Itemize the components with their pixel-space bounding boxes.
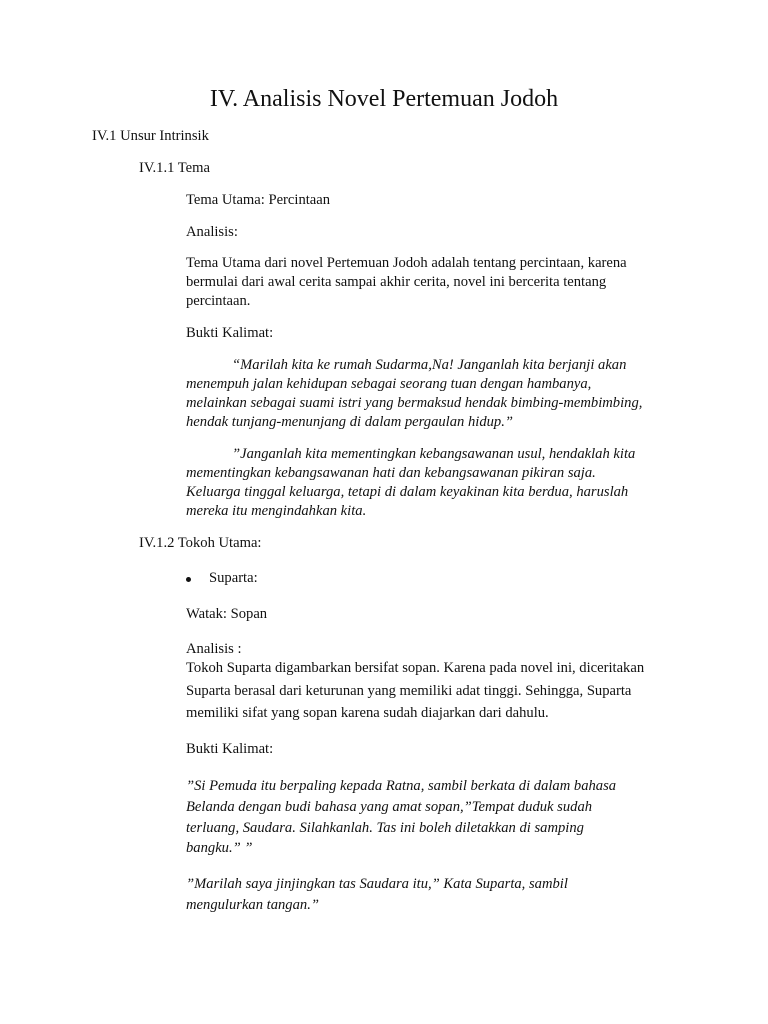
quote-line: Keluarga tinggal keluarga, tetapi di dalam keyakinan kita berdua, haruslah <box>186 484 629 500</box>
watak: Watak: Sopan <box>186 606 268 622</box>
analisis-label: Analisis: <box>186 224 238 240</box>
analisis-line: bermulai dari awal cerita sampai akhir cerita, novel ini bercerita tentang <box>186 274 607 290</box>
quote-line: mementingkan kebangsawanan hati dan kebangsawanan pikiran saja. <box>186 465 596 481</box>
analisis-line: Suparta berasal dari keturunan yang memiliki adat tinggi. Sehingga, Suparta <box>186 683 632 699</box>
quote-line: ”Janganlah kita mementingkan kebangsawanan usul, hendaklah kita <box>232 446 636 462</box>
quote-line: mereka itu mengindahkan kita. <box>186 503 367 519</box>
analisis-line: Tokoh Suparta digambarkan bersifat sopan. Karena pada novel ini, diceritakan <box>186 660 645 676</box>
subsection-heading-tokoh-utama: IV.1.2 Tokoh Utama: <box>139 535 262 551</box>
bukti-kalimat-label: Bukti Kalimat: <box>186 741 274 757</box>
character-name: Suparta: <box>209 570 258 586</box>
quote-line: ”Si Pemuda itu berpaling kepada Ratna, sambil berkata di dalam bahasa <box>186 778 617 794</box>
section-heading-unsur-intrinsik: IV.1 Unsur Intrinsik <box>92 128 209 144</box>
bullet-icon <box>186 577 191 582</box>
quote-line: hendak tunjang-menunjang di dalam pergaulan hidup.” <box>186 414 513 430</box>
analisis-line: Tema Utama dari novel Pertemuan Jodoh adalah tentang percintaan, karena <box>186 255 627 271</box>
quote-line: mengulurkan tangan.” <box>186 897 319 913</box>
bukti-kalimat-label: Bukti Kalimat: <box>186 325 274 341</box>
quote-line: bangku.” ” <box>186 840 253 856</box>
tema-utama: Tema Utama: Percintaan <box>186 192 331 208</box>
subsection-heading-tema: IV.1.1 Tema <box>139 160 210 176</box>
analisis-label: Analisis : <box>186 641 242 657</box>
page-title: IV. Analisis Novel Pertemuan Jodoh <box>209 86 559 112</box>
quote-line: menempuh jalan kehidupan sebagai seorang tuan dengan hambanya, <box>186 376 592 392</box>
quote-line: “Marilah kita ke rumah Sudarma,Na! Janganlah kita berjanji akan <box>232 357 627 373</box>
analisis-line: memiliki sifat yang sopan karena sudah diajarkan dari dahulu. <box>186 705 549 721</box>
quote-line: melainkan sebagai suami istri yang bermaksud hendak bimbing-membimbing, <box>186 395 643 411</box>
quote-line: terluang, Saudara. Silahkanlah. Tas ini boleh diletakkan di samping <box>186 820 584 836</box>
quote-line: Belanda dengan budi bahasa yang amat sopan,”Tempat duduk sudah <box>186 799 593 815</box>
analisis-line: percintaan. <box>186 293 251 309</box>
quote-line: ”Marilah saya jinjingkan tas Saudara itu,” Kata Suparta, sambil <box>186 876 568 892</box>
